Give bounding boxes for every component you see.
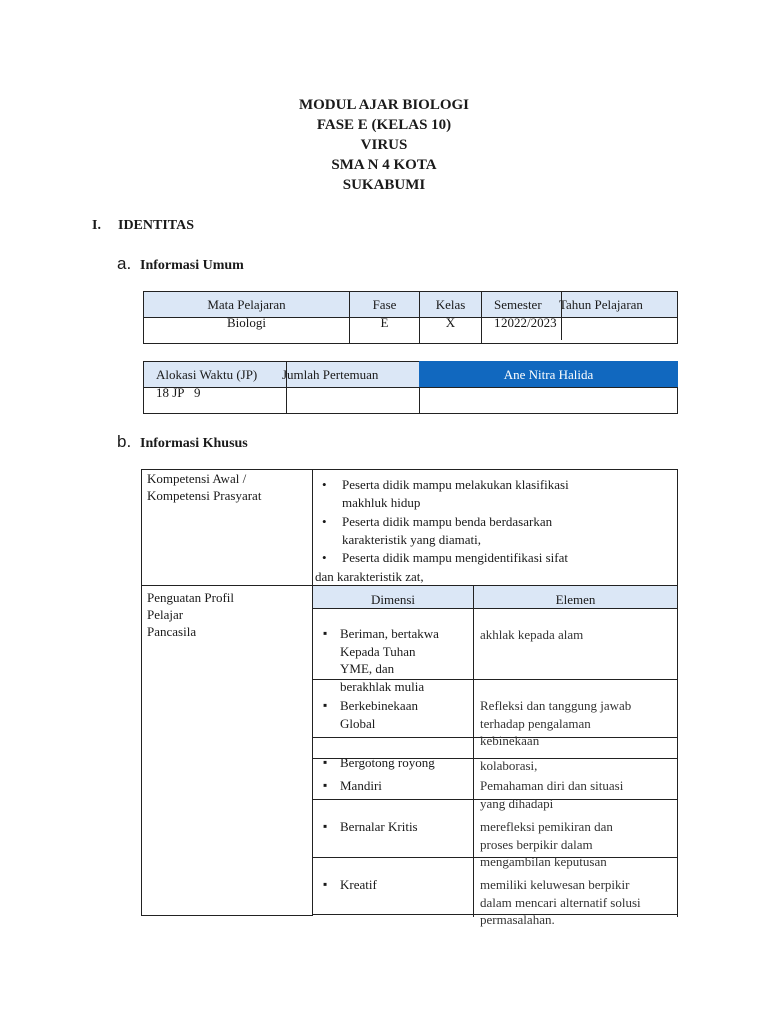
header-dimensi: Dimensi xyxy=(370,592,416,607)
subheading-letter: a. xyxy=(117,254,132,273)
table-cell xyxy=(419,387,678,414)
elemen-item xyxy=(480,777,623,812)
column-divider xyxy=(677,737,678,917)
dimensi-item xyxy=(340,754,435,772)
elemen-item-line: kebinekaan xyxy=(480,733,540,748)
table-cell xyxy=(473,608,678,680)
author-name: Ane Nitra Halida xyxy=(503,367,594,382)
value-fase: E xyxy=(380,315,389,330)
header-mata-pelajaran: Mata Pelajaran xyxy=(207,297,286,312)
elemen-item-line: akhlak kepada alam xyxy=(480,627,584,642)
elemen-item-line: permasalahan. xyxy=(480,912,555,927)
kompetensi-item xyxy=(342,513,552,548)
elemen-item xyxy=(480,697,631,750)
elemen-item-line: Refleksi dan tanggung jawab xyxy=(480,698,632,713)
title-line: SMA N 4 KOTA xyxy=(331,157,437,173)
elemen-item-line: memiliki keluwesan berpikir xyxy=(480,877,630,892)
kompetensi-label-line: Kompetensi Prasyarat xyxy=(147,488,262,503)
kompetensi-item-line: • Peserta didik mampu benda berdasarkan xyxy=(342,514,553,529)
kompetensi-item xyxy=(342,549,568,567)
kompetensi-label-line: Kompetensi Awal / xyxy=(147,471,247,486)
title-line: FASE E (KELAS 10) xyxy=(316,117,452,133)
header-elemen: Elemen xyxy=(555,592,596,607)
subheading-label: Informasi Khusus xyxy=(140,436,248,451)
elemen-item-line: proses berpikir dalam xyxy=(480,836,593,852)
elemen-item-line: Pemahaman diri dan situasi xyxy=(480,778,624,793)
document-title xyxy=(0,95,768,195)
elemen-item-line: merefleksi pemikiran dan xyxy=(480,819,613,834)
elemen-item xyxy=(480,818,613,871)
value-mata-pelajaran: Biologi xyxy=(226,315,266,330)
kompetensi-item-line: • Peserta didik mampu melakukan klasifikasi xyxy=(342,477,569,492)
elemen-item-line: terhadap pengalaman xyxy=(480,715,591,731)
kompetensi-item-continuation: dan karakteristik zat, xyxy=(315,569,424,584)
header-jumlah-pertemuan: Jumlah Pertemuan xyxy=(282,367,379,382)
profil-label-line: Pancasila xyxy=(147,624,197,639)
dimensi-item-line: YME, dan xyxy=(340,661,395,676)
subheading-informasi-umum xyxy=(117,254,244,274)
dimensi-item xyxy=(340,876,377,894)
dimensi-item-line: Global xyxy=(340,715,376,731)
value-alokasi-waktu: 18 JP xyxy=(156,385,185,400)
section-number: I. xyxy=(92,218,101,233)
kompetensi-item-line: makhluk hidup xyxy=(342,494,421,510)
elemen-item xyxy=(480,626,583,644)
table-cell xyxy=(286,387,420,414)
dimensi-item xyxy=(340,818,418,836)
title-line: VIRUS xyxy=(360,137,408,153)
dimensi-item-line: ▪ Mandiri xyxy=(340,778,382,793)
elemen-item-line: yang dihadapi xyxy=(480,795,554,811)
dimensi-item-line: ▪ Bergotong royong xyxy=(340,755,435,770)
dimensi-item-line: ▪ Beriman, bertakwa xyxy=(340,626,439,641)
elemen-item xyxy=(480,876,641,929)
elemen-item-line: mengambilan keputusan xyxy=(480,854,607,869)
subheading-label: Informasi Umum xyxy=(140,258,244,273)
dimensi-item-line: ▪ Kreatif xyxy=(340,877,377,892)
header-tahun-pelajaran: Tahun Pelajaran xyxy=(559,297,643,312)
kompetensi-item-line: • Peserta didik mampu mengidentifikasi sifat xyxy=(342,550,569,565)
value-jumlah-pertemuan: 9 xyxy=(194,385,201,400)
profil-label-line: Pelajar xyxy=(147,607,184,622)
header-semester: Semester xyxy=(494,297,542,312)
elemen-item xyxy=(480,757,537,775)
kompetensi-item xyxy=(342,476,569,511)
dimensi-item xyxy=(340,777,382,795)
dimensi-item xyxy=(340,625,439,678)
dimensi-item-line: berakhlak mulia xyxy=(340,679,425,694)
subheading-letter: b. xyxy=(117,432,132,451)
title-line: MODUL AJAR BIOLOGI xyxy=(298,97,470,113)
elemen-item-line: kolaborasi, xyxy=(480,758,538,773)
header-fase: Fase xyxy=(372,297,397,312)
elemen-item-line: dalam mencari alternatif solusi xyxy=(480,894,641,910)
value-semester: 1 xyxy=(494,315,501,330)
value-tahun-pelajaran: 2022/2023 xyxy=(501,315,557,330)
value-kelas: X xyxy=(445,315,456,330)
profil-label-line: Penguatan Profil xyxy=(147,590,235,605)
dimensi-item-line: ▪ Berkebinekaan xyxy=(340,698,418,713)
dimensi-item-line: Kepada Tuhan xyxy=(340,643,416,659)
header-kelas: Kelas xyxy=(435,297,466,312)
section-heading-identitas xyxy=(92,218,194,234)
subheading-informasi-khusus xyxy=(117,432,248,452)
column-divider xyxy=(473,737,474,917)
section-label: IDENTITAS xyxy=(118,218,194,233)
dimensi-item-line: ▪ Bernalar Kritis xyxy=(340,819,418,834)
header-alokasi-waktu: Alokasi Waktu (JP) xyxy=(156,367,258,382)
dimensi-item xyxy=(340,697,418,732)
title-line: SUKABUMI xyxy=(342,177,426,193)
kompetensi-item-line: karakteristik yang diamati, xyxy=(342,531,481,547)
